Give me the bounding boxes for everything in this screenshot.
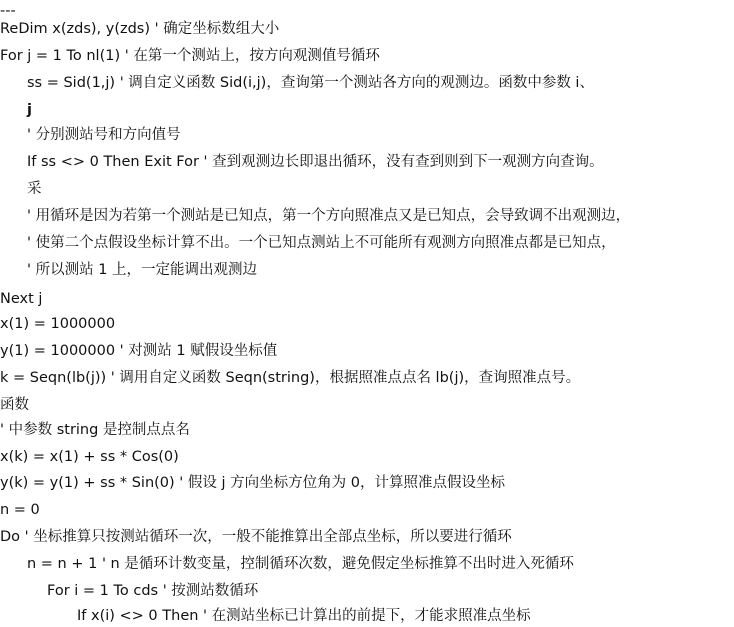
text-line: 采 <box>27 181 42 197</box>
text-line: 函数 <box>0 397 29 413</box>
code-line: n = 0 <box>0 502 40 518</box>
code-line: x(1) = 1000000 <box>0 316 116 332</box>
comment-line: ' 中参数 string 是控制点点名 <box>0 422 190 438</box>
code-line: k = Seqn(lb(j)) ' 调用自定义函数 Seqn(string)，根据照准点点名 lb(j)，查询照准点号。 <box>0 370 581 386</box>
code-line: For i = 1 To cds ' 按测站数循环 <box>47 583 259 599</box>
code-line: Do ' 坐标推算只按测站循环一次，一般不能推算出全部点坐标，所以要进行循环 <box>0 529 512 545</box>
code-line: ReDim x(zds), y(zds) ' 确定坐标数组大小 <box>0 21 280 37</box>
comment-line: ' 分别测站号和方向值号 <box>27 127 181 143</box>
code-line: x(k) = x(1) + ss * Cos(0) <box>0 449 179 465</box>
code-line: n = n + 1 ' n 是循环计数变量，控制循环次数，避免假定坐标推算不出时进入死循环 <box>27 556 574 572</box>
code-line: For j = 1 To nl(1) ' 在第一个测站上，按方向观测值号循环 <box>0 48 380 64</box>
code-line: j <box>27 102 32 118</box>
code-line: y(k) = y(1) + ss * Sin(0) ' 假设 j 方向坐标方位角为 0，计算照准点假设坐标 <box>0 475 505 491</box>
code-line: Next j <box>0 291 43 307</box>
comment-line: ' 所以测站 1 上，一定能调出观测边 <box>27 262 258 278</box>
code-line: y(1) = 1000000 ' 对测站 1 赋假设坐标值 <box>0 343 278 359</box>
comment-line: ' 用循环是因为若第一个测站是已知点，第一个方向照准点又是已知点，会导致调不出观测边， <box>27 208 631 224</box>
separator-line: --- <box>0 3 16 19</box>
code-line: If ss <> 0 Then Exit For ' 查到观测边长即退出循环，没有查到则到下一观测方向查询。 <box>27 154 604 170</box>
code-line: ss = Sid(1,j) ' 调自定义函数 Sid(i,j)，查询第一个测站各方向的观测边。函数中参数 i、 <box>27 75 594 91</box>
code-line: If x(i) <> 0 Then ' 在测站坐标已计算出的前提下，才能求照准点坐标 <box>77 608 531 624</box>
comment-line: ' 使第二个点假设坐标计算不出。一个已知点测站上不可能所有观测方向照准点都是已知点， <box>27 235 616 251</box>
